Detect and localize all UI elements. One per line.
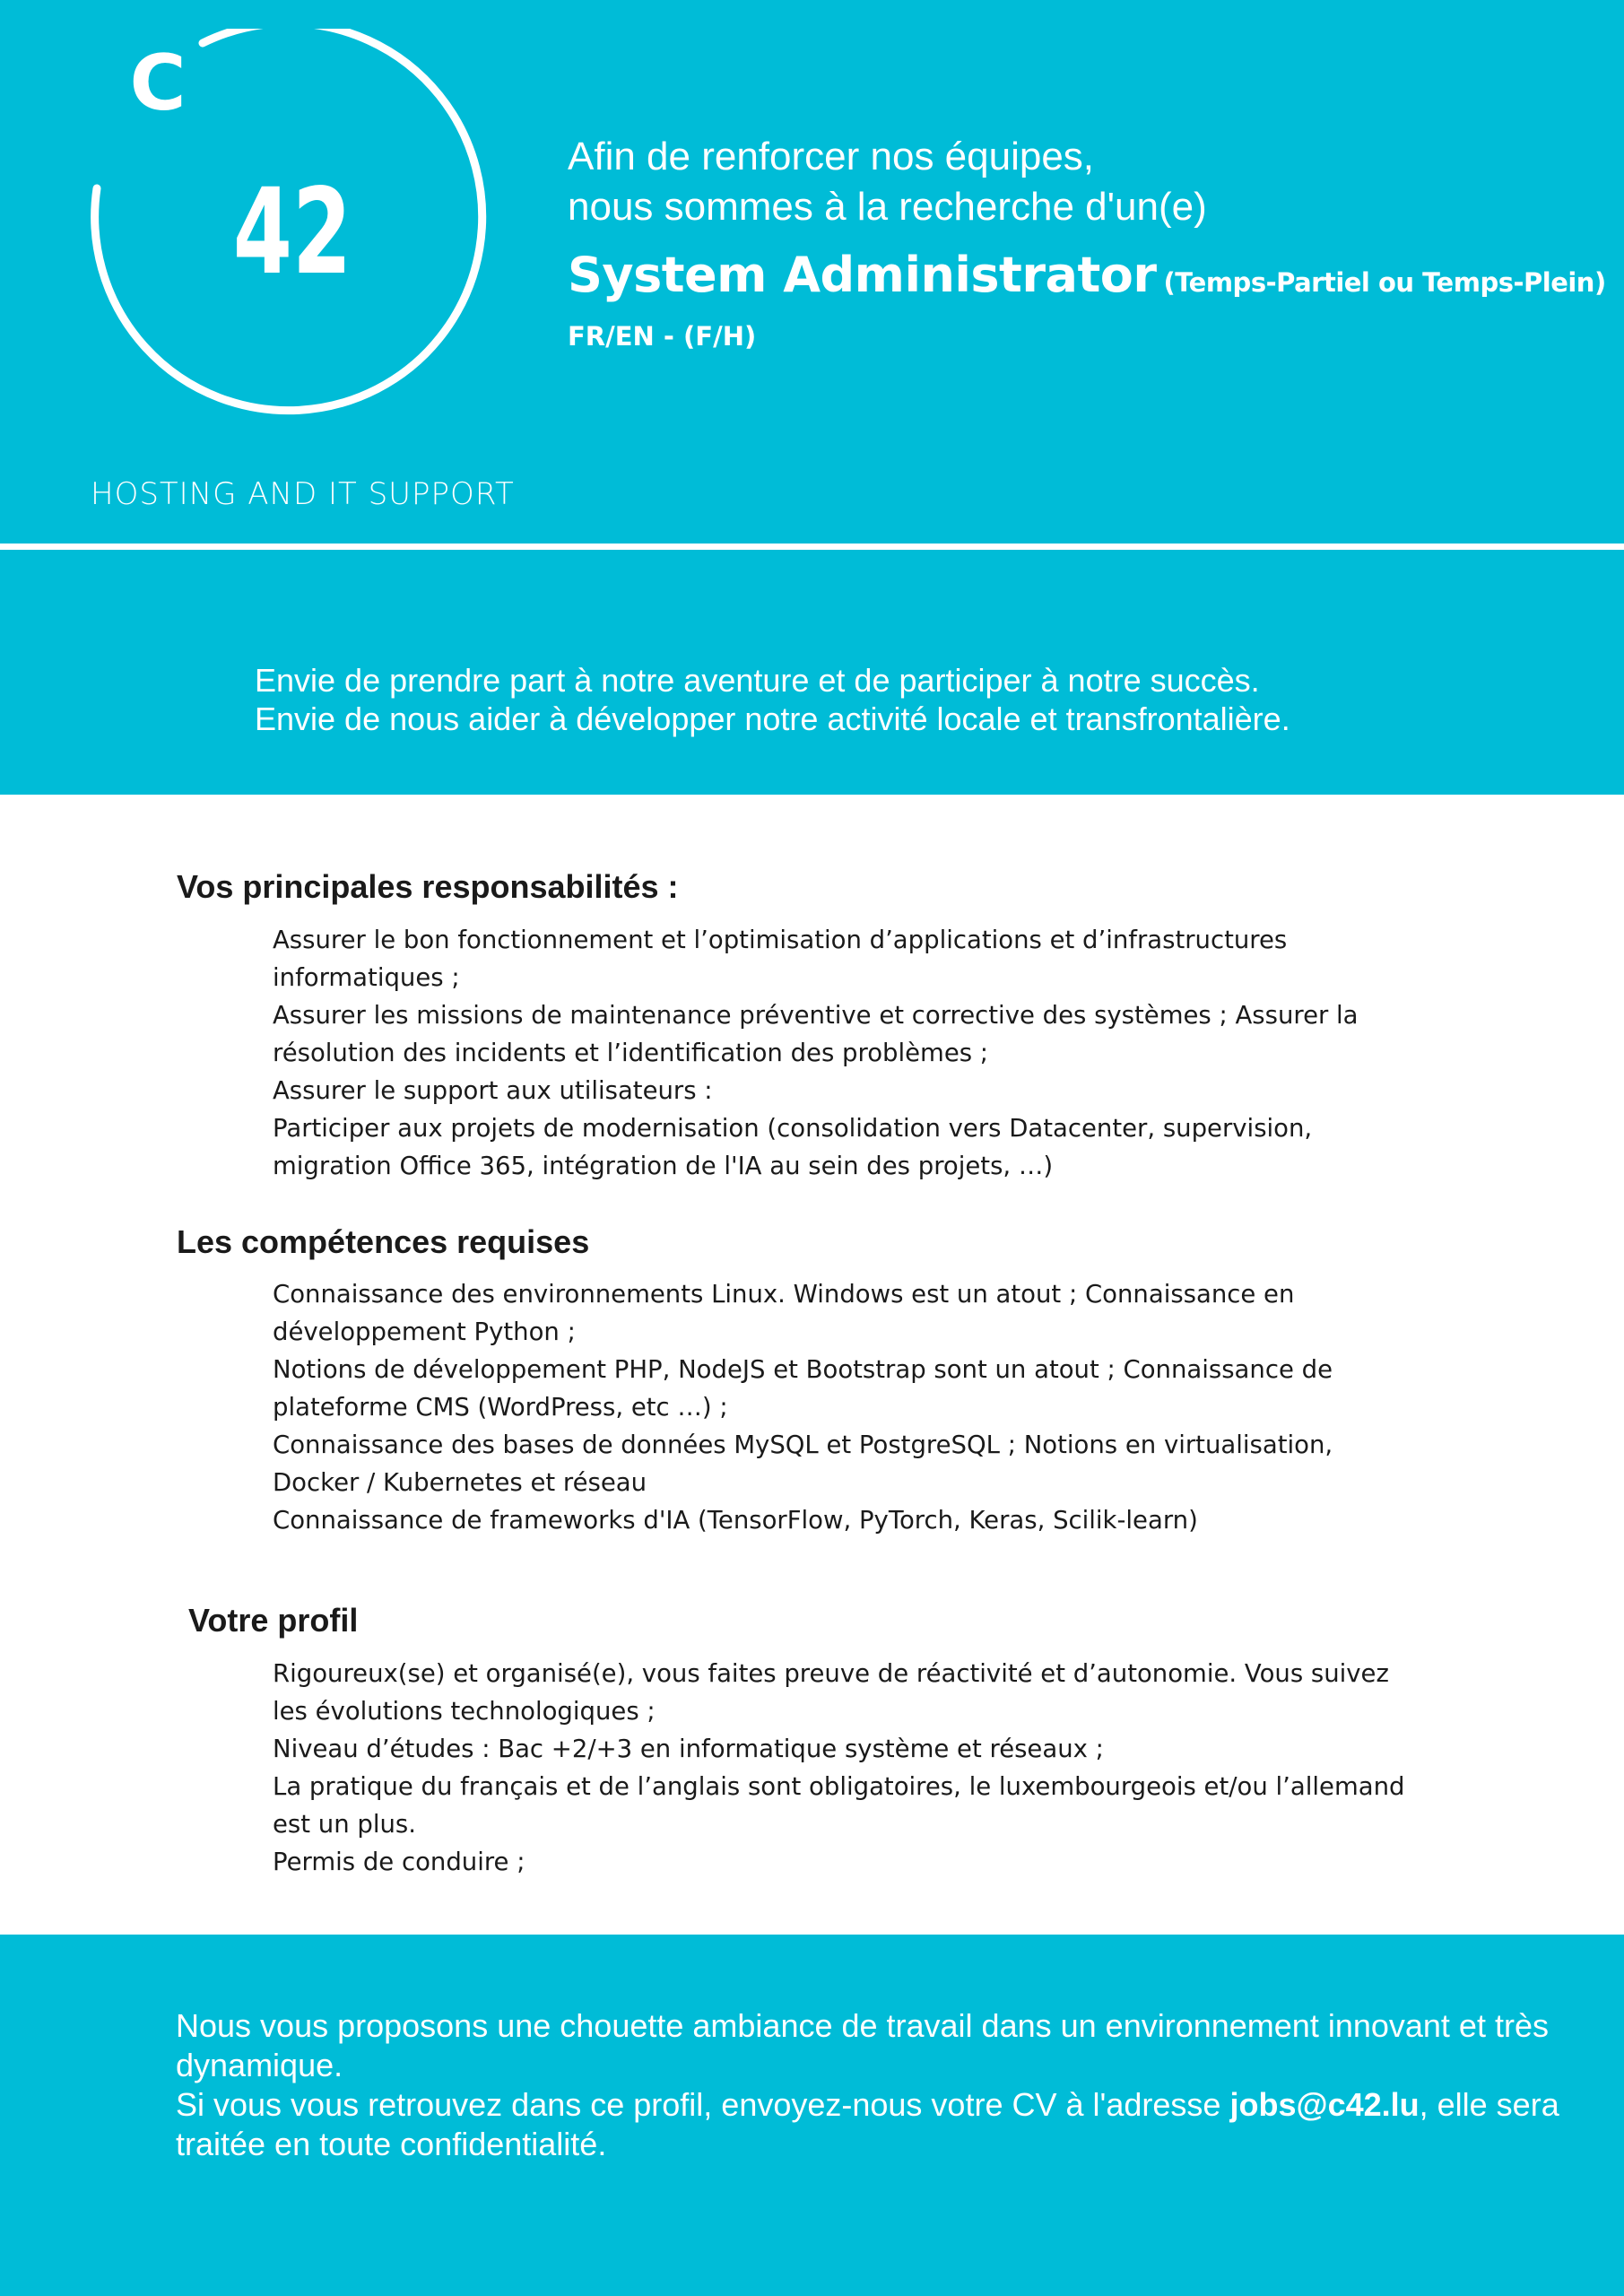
list-item: Connaissance de frameworks d'IA (TensorFlow, PyTorch, Keras, Scilik-learn): [273, 1506, 1198, 1535]
outro-line-2-prefix: Si vous vous retrouvez dans ce profil, envoyez-nous votre CV à l'adresse: [176, 2086, 1221, 2123]
list-item: La pratique du français et de l’anglais sont obligatoires, le luxembourgeois et/ou l’allemand est un plus.: [273, 1772, 1405, 1839]
outro-line-2-suffix: , elle sera traitée en toute confidentialité.: [176, 2086, 1559, 2162]
contract-type: (Temps-Partiel ou Temps-Plein): [1163, 267, 1606, 298]
list-item: Notions de développement PHP, NodeJS et Bootstrap sont un atout ; Connaissance de plateforme CMS (WordPress, etc …) ;: [273, 1355, 1333, 1422]
profile-title: Votre profil: [188, 1602, 359, 1639]
job-title: [568, 247, 1606, 303]
skills-title: Les compétences requises: [177, 1223, 590, 1260]
outro-line-2: [176, 2085, 1575, 2164]
list-item: Niveau d’études : Bac +2/+3 en informatique système et réseaux ;: [273, 1735, 1104, 1763]
company-tagline: HOSTING AND IT SUPPORT: [91, 476, 515, 512]
outro-text: [176, 2006, 1575, 2164]
list-item: Rigoureux(se) et organisé(e), vous faites preuve de réactivité et d’autonomie. Vous suivez les évolutions technologiques ;: [273, 1659, 1389, 1726]
list-item: Assurer le bon fonctionnement et l’optimisation d’applications et d’infrastructures informatiques ;: [273, 926, 1288, 992]
skills-list: [273, 1275, 1420, 1539]
profile-list: [273, 1655, 1420, 1881]
list-item: Participer aux projets de modernisation (consolidation vers Datacenter, supervision, migration Office 365, intégration de l'IA au sein des projets, …): [273, 1114, 1313, 1180]
logo-letter: C: [129, 39, 187, 128]
c42-logo-icon: [86, 29, 517, 441]
logo-number: 42: [232, 163, 352, 302]
responsibilities-list: [273, 921, 1420, 1185]
list-item: Connaissance des bases de données MySQL et PostgreSQL ; Notions en virtualisation, Docker / Kubernetes et réseau: [273, 1431, 1333, 1497]
job-title-text: System Administrator: [568, 247, 1157, 303]
outro-line-1: Nous vous proposons une chouette ambiance de travail dans un environnement innovant et très dynamique.: [176, 2007, 1549, 2083]
job-languages: FR/EN - (F/H): [568, 321, 757, 352]
contact-email-link[interactable]: jobs@c42.lu: [1229, 2086, 1420, 2123]
list-item: Permis de conduire ;: [273, 1848, 525, 1876]
list-item: Connaissance des environnements Linux. Windows est un atout ; Connaissance en développement Python ;: [273, 1280, 1295, 1346]
list-item: Assurer le support aux utilisateurs :: [273, 1076, 713, 1105]
intro-line-1: Afin de renforcer nos équipes,: [568, 135, 1095, 178]
motto-line-1: Envie de prendre part à notre aventure et de participer à notre succès.: [255, 662, 1260, 699]
header-divider: [0, 544, 1624, 550]
intro-line-2: nous sommes à la recherche d'un(e): [568, 185, 1207, 229]
motto-line-2: Envie de nous aider à développer notre activité locale et transfrontalière.: [255, 700, 1290, 737]
responsibilities-title: Vos principales responsabilités :: [177, 868, 679, 905]
list-item: Assurer les missions de maintenance préventive et corrective des systèmes ; Assurer la résolution des incidents et l’identification des problèmes ;: [273, 1001, 1359, 1067]
